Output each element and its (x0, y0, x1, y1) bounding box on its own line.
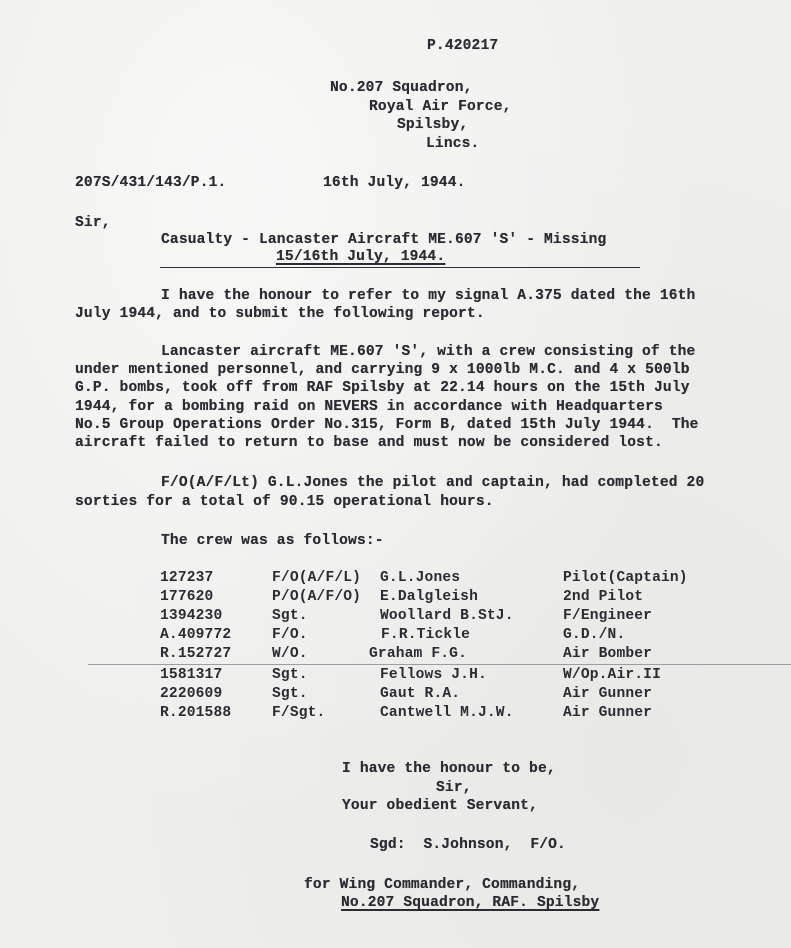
crew-service-number: 127237 (160, 570, 214, 586)
crew-name: G.L.Jones (380, 570, 461, 586)
paragraph-1-line-2: July 1944, and to submit the following report. (75, 306, 485, 322)
crew-name: Fellows J.H. (380, 667, 487, 683)
crew-service-number: R.201588 (160, 705, 232, 721)
crew-rank: F/O. (272, 627, 308, 643)
file-reference: P.420217 (427, 38, 499, 54)
crew-service-number: 2220609 (160, 686, 223, 702)
crew-rank: F/O(A/F/L) (272, 570, 362, 586)
crew-service-number: 1581317 (160, 667, 223, 683)
horizontal-fold-line (88, 664, 791, 665)
paragraph-2-line-3: G.P. bombs, took off from RAF Spilsby at 22.14 hours on the 15th July (75, 380, 690, 396)
crew-role: 2nd Pilot (563, 589, 644, 605)
crew-role: F/Engineer (563, 608, 653, 624)
crew-name: F.R.Tickle (381, 627, 471, 643)
crew-rank: P/O(A/F/O) (272, 589, 362, 605)
salutation: Sir, (75, 215, 111, 231)
paragraph-3-line-1: F/O(A/F/Lt) G.L.Jones the pilot and captain, had completed 20 (161, 475, 705, 491)
crew-name: Cantwell M.J.W. (380, 705, 514, 721)
crew-name: Graham F.G. (369, 646, 467, 662)
closing-line-1: I have the honour to be, (342, 761, 556, 777)
subject-line-2: 15/16th July, 1944. (276, 249, 446, 265)
crew-service-number: 177620 (160, 589, 214, 605)
paragraph-2-line-6: aircraft failed to return to base and must now be considered lost. (75, 435, 663, 451)
address-line-2: Royal Air Force, (369, 99, 512, 115)
document-reference: 207S/431/143/P.1. (75, 175, 227, 191)
signature-line: Sgd: S.Johnson, F/O. (370, 837, 566, 853)
for-commander-line: for Wing Commander, Commanding, (304, 877, 581, 893)
closing-line-3: Your obedient Servant, (342, 798, 538, 814)
crew-rank: Sgt. (272, 608, 308, 624)
paragraph-2-line-4: 1944, for a bombing raid on NEVERS in accordance with Headquarters (75, 399, 663, 415)
unit-line: No.207 Squadron, RAF. Spilsby (341, 895, 600, 911)
paragraph-2-line-5: No.5 Group Operations Order No.315, Form B, dated 15th July 1944. The (75, 417, 699, 433)
crew-role: G.D./N. (563, 627, 626, 643)
address-line-2-5: Spilsby, (397, 117, 469, 133)
subject-underline (160, 267, 640, 268)
address-line-4: Lincs. (426, 136, 480, 152)
crew-role: Pilot(Captain) (563, 570, 688, 586)
crew-rank: Sgt. (272, 667, 308, 683)
crew-name: Gaut R.A. (380, 686, 461, 702)
crew-role: Air Gunner (563, 686, 653, 702)
crew-role: W/Op.Air.II (563, 667, 661, 683)
subject-line-1: Casualty - Lancaster Aircraft ME.607 'S' - Missing (161, 232, 607, 248)
crew-rank: F/Sgt. (272, 705, 326, 721)
document-date: 16th July, 1944. (323, 175, 466, 191)
crew-name: E.Dalgleish (380, 589, 478, 605)
crew-rank: Sgt. (272, 686, 308, 702)
address-line-1: No.207 Squadron, (330, 80, 473, 96)
crew-intro: The crew was as follows:- (161, 533, 384, 549)
paragraph-2-line-1: Lancaster aircraft ME.607 'S', with a crew consisting of the (161, 344, 696, 360)
crew-role: Air Bomber (563, 646, 653, 662)
paragraph-2-line-2: under mentioned personnel, and carrying 9 x 1000lb M.C. and 4 x 500lb (75, 362, 690, 378)
crew-name: Woollard B.StJ. (380, 608, 514, 624)
crew-service-number: 1394230 (160, 608, 223, 624)
paragraph-1-line-1: I have the honour to refer to my signal A.375 dated the 16th (161, 288, 696, 304)
crew-service-number: R.152727 (160, 646, 232, 662)
crew-rank: W/O. (272, 646, 308, 662)
closing-line-2: Sir, (436, 780, 472, 796)
crew-role: Air Gunner (563, 705, 653, 721)
crew-service-number: A.409772 (160, 627, 232, 643)
paragraph-3-line-2: sorties for a total of 90.15 operational hours. (75, 494, 494, 510)
